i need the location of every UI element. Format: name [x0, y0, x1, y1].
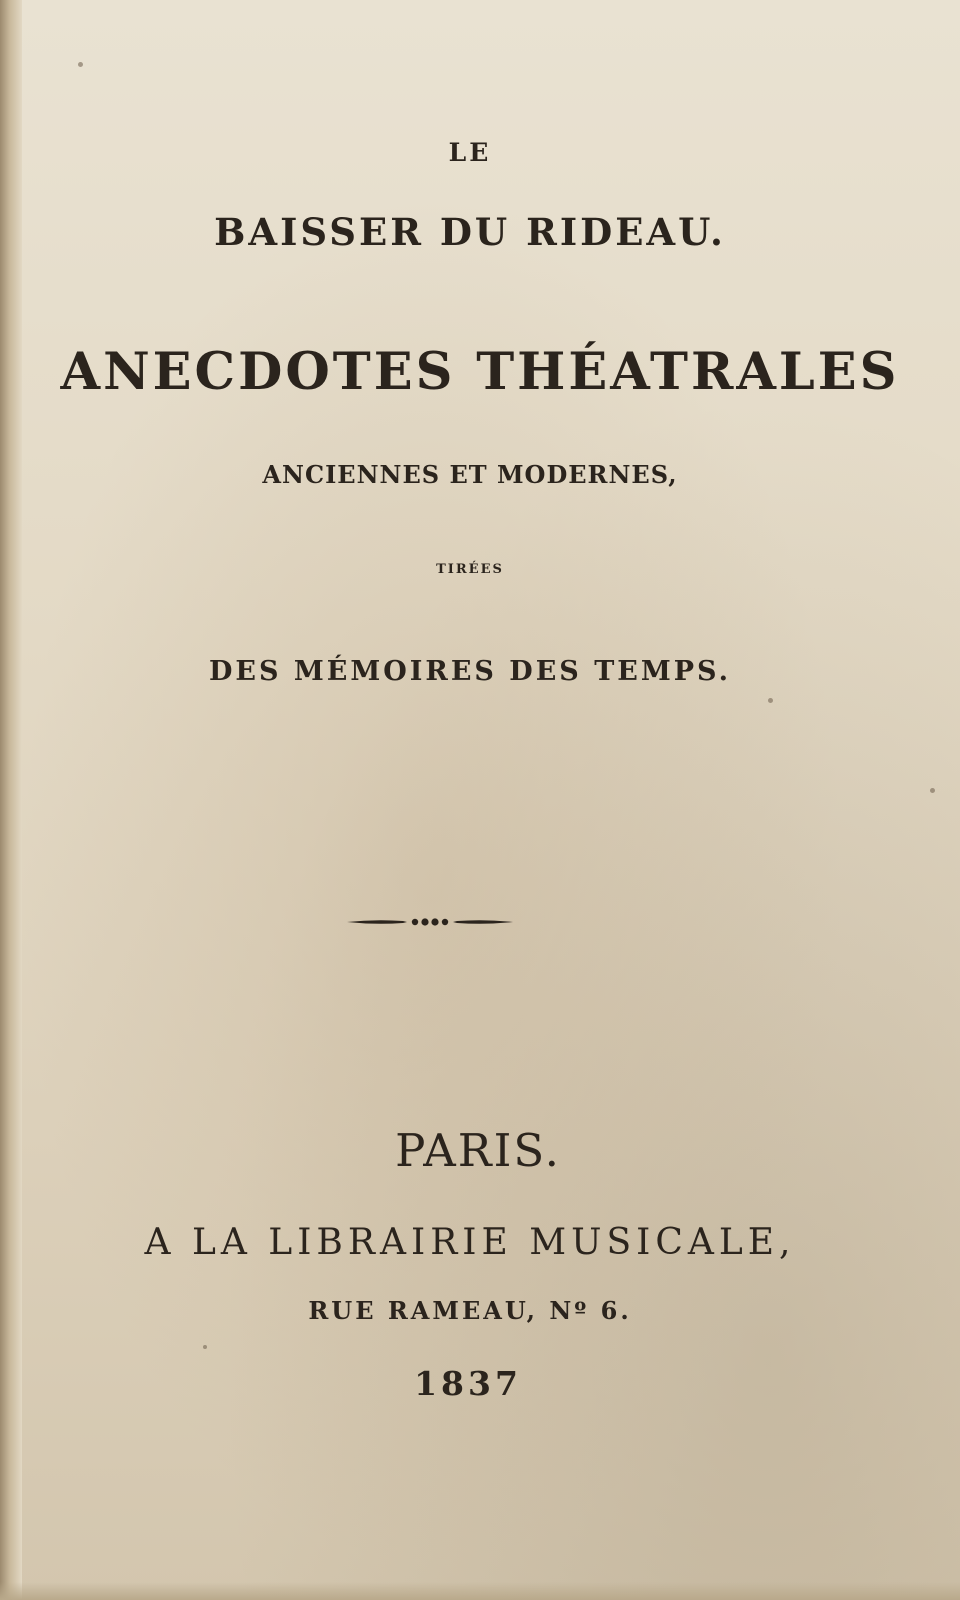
paper-speck	[78, 62, 83, 67]
dotted-rule-ornament-icon	[345, 914, 515, 930]
publisher-name: A LA LIBRAIRIE MUSICALE,	[144, 1222, 796, 1263]
tirees-label: TIRÉES	[436, 562, 504, 577]
paper-speck	[768, 698, 773, 703]
main-title: BAISSER DU RIDEAU.	[214, 210, 726, 254]
subtitle-qualifier: ANCIENNES ET MODERNES,	[262, 460, 678, 489]
paper-speck	[203, 1345, 207, 1349]
page-bottom-edge	[0, 1582, 960, 1600]
publisher-address: RUE RAMEAU, Nº 6.	[308, 1296, 632, 1325]
publication-city: PARIS.	[395, 1124, 561, 1177]
subtitle: ANECDOTES THÉATRALES	[60, 342, 900, 402]
article-le: LE	[448, 138, 492, 167]
paper-speck	[930, 788, 935, 793]
source-line: DES MÉMOIRES DES TEMPS.	[208, 656, 731, 687]
publication-year: 1837	[414, 1364, 522, 1403]
